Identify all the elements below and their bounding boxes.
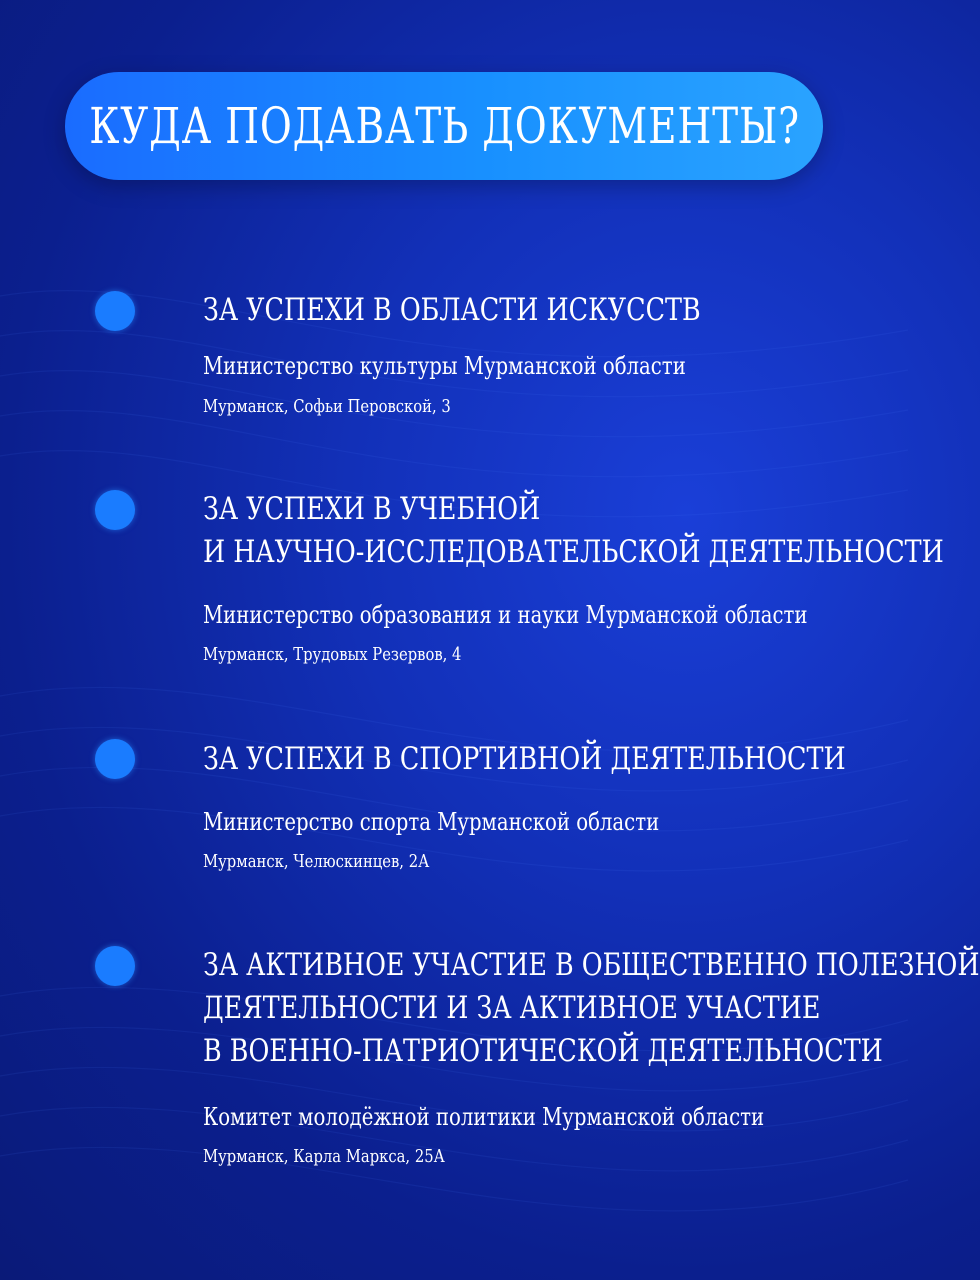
item-address: Мурманск, Челюскинцев, 2А	[203, 851, 430, 872]
item-ministry: Министерство спорта Мурманской области	[203, 808, 660, 836]
item-heading	[203, 738, 846, 781]
item-ministry: Комитет молодёжной политики Мурманской области	[203, 1103, 765, 1131]
item-heading-line: ЗА УСПЕХИ В СПОРТИВНОЙ ДЕЯТЕЛЬНОСТИ	[203, 741, 846, 777]
bullet-dot-icon	[95, 291, 135, 331]
item-heading	[203, 944, 980, 1073]
item-ministry: Министерство культуры Мурманской области	[203, 352, 686, 380]
item-heading-line: ЗА УСПЕХИ В ОБЛАСТИ ИСКУССТВ	[203, 292, 701, 328]
bullet-dot-icon	[95, 490, 135, 530]
item-heading-line: ЗА УСПЕХИ В УЧЕБНОЙ	[203, 491, 541, 527]
item-heading-line: И НАУЧНО-ИССЛЕДОВАТЕЛЬСКОЙ ДЕЯТЕЛЬНОСТИ	[203, 534, 944, 570]
item-ministry: Министерство образования и науки Мурманской области	[203, 601, 808, 629]
item-address: Мурманск, Софьи Перовской, 3	[203, 396, 451, 417]
item-heading	[203, 488, 944, 574]
bullet-dot-icon	[95, 946, 135, 986]
title-banner	[65, 72, 823, 180]
item-address: Мурманск, Карла Маркса, 25А	[203, 1146, 445, 1167]
bullet-dot-icon	[95, 739, 135, 779]
item-address: Мурманск, Трудовых Резервов, 4	[203, 644, 462, 665]
item-heading-line: ДЕЯТЕЛЬНОСТИ И ЗА АКТИВНОЕ УЧАСТИЕ	[203, 990, 821, 1026]
item-heading-line: В ВОЕННО-ПАТРИОТИЧЕСКОЙ ДЕЯТЕЛЬНОСТИ	[203, 1033, 883, 1069]
item-heading-line: ЗА АКТИВНОЕ УЧАСТИЕ В ОБЩЕСТВЕННО ПОЛЕЗНОЙ	[203, 947, 980, 983]
page-title: КУДА ПОДАВАТЬ ДОКУМЕНТЫ?	[88, 97, 800, 155]
item-heading	[203, 289, 744, 332]
